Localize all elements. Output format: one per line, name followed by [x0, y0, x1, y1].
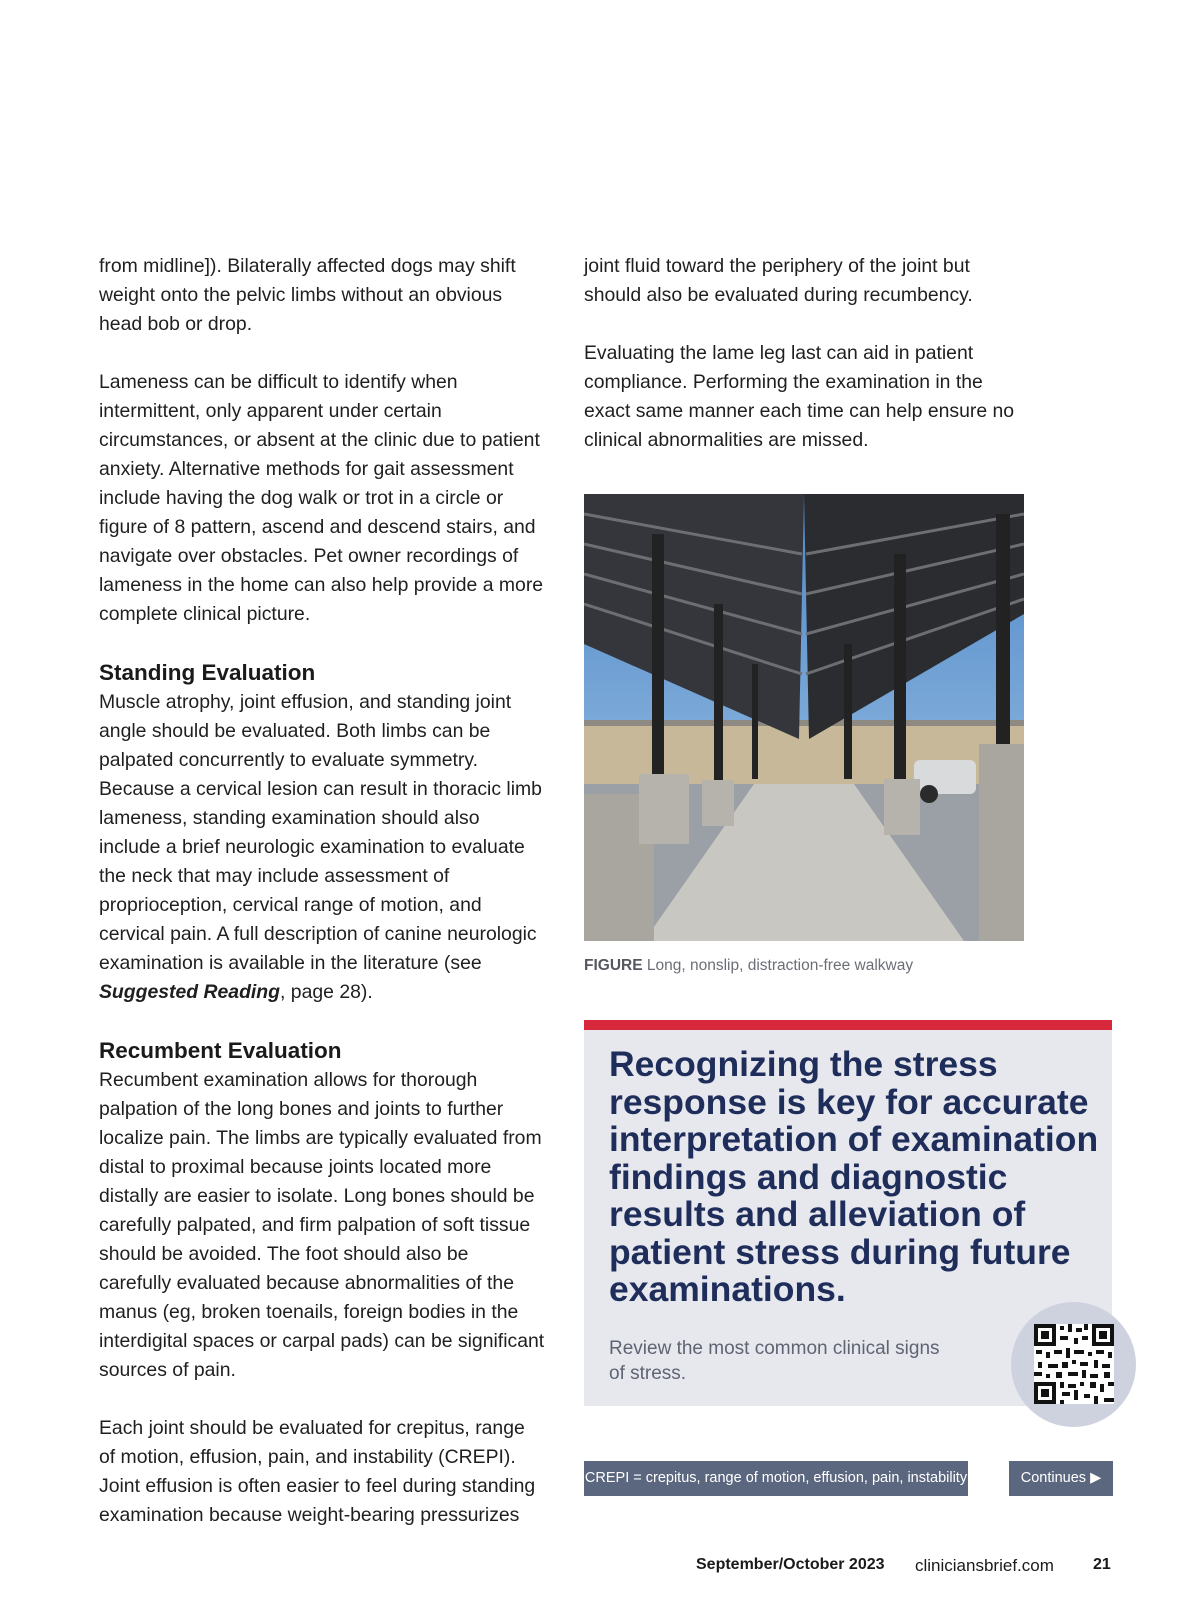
post-right-2	[844, 644, 852, 779]
callout-accent-bar	[584, 1020, 1112, 1030]
figure-label: FIGURE	[584, 957, 643, 974]
post-left-1	[652, 534, 664, 784]
continues-button[interactable]: Continues ▶	[1009, 1461, 1113, 1496]
canopy-left	[584, 494, 804, 739]
paragraph-standing	[99, 688, 545, 1007]
qr-code-icon[interactable]	[1034, 1324, 1114, 1404]
paragraph-crepi: Each joint should be evaluated for crepitus, range of motion, effusion, pain, and instability (CREPI). Joint effusion is often easier to feel during standing examination because weight-bearing pressurizes	[99, 1417, 536, 1526]
footer-page-number: 21	[1093, 1556, 1111, 1573]
standing-text-end: , page 28).	[280, 981, 373, 1003]
paragraph-midline: from midline]). Bilaterally affected dogs may shift weight onto the pelvic limbs without an obvious head bob or drop.	[99, 255, 516, 335]
paragraph-lameness: Lameness can be difficult to identify when intermittent, only apparent under certain circumstances, or absent at the clinic due to patient anxiety. Alternative methods for gait assessment include having the dog walk or trot in a circle or figure of 8 pattern, ascend and descend stairs, and navigate over obstacles. Pet owner recordings of lameness in the home can also help provide a more complete clinical picture.	[99, 371, 544, 625]
paragraph-recumbent: Recumbent examination allows for thorough palpation of the long bones and joints to further localize pain. The limbs are typically evaluated from distal to proximal because joints located more distally are easier to isolate. Long bones should be carefully palpated, and firm palpation of soft tissue should be avoided. The foot should also be carefully evaluated because abnormalities of the manus (eg, broken toenails, foreign bodies in the interdigital spaces or carpal pads) can be significant sources of pain.	[99, 1069, 545, 1381]
canopy-right	[804, 494, 1024, 739]
crepi-definition-button[interactable]: CREPI = crepitus, range of motion, effusion, pain, instability	[584, 1461, 968, 1496]
heading-recumbent-evaluation: Recumbent Evaluation	[99, 1038, 342, 1063]
stress-signs-prompt: Review the most common clinical signs of stress.	[609, 1338, 940, 1384]
post-left-3	[752, 664, 758, 779]
suggested-reading-reference: Suggested Reading	[99, 981, 281, 1003]
left-column	[99, 252, 545, 1530]
stone-base-right	[979, 744, 1024, 941]
standing-text: Muscle atrophy, joint effusion, and standing joint angle should be evaluated. Both limbs can be palpated concurrently to evaluate symmetry. Because a cervical lesion can result in thoracic limb lameness, standing examination should also include a brief neurologic examination to evaluate the neck that may include assessment of proprioception, cervical range of motion, and cervical pain. A full description of canine neurologic examination is available in the literature (see	[99, 691, 542, 974]
paragraph-lame-leg-last: Evaluating the lame leg last can aid in patient compliance. Performing the examination in the exact same manner each time can help ensure no clinical abnormalities are missed.	[584, 342, 1015, 451]
figure-caption-text: Long, nonslip, distraction-free walkway	[642, 957, 914, 974]
footer-website-link[interactable]: cliniciansbrief.com	[915, 1556, 1054, 1575]
right-column	[584, 252, 1114, 455]
walkway-photo	[584, 494, 1024, 941]
post-right-1	[894, 554, 906, 784]
walkway-illustration	[584, 494, 1024, 941]
figure-caption	[584, 957, 913, 975]
heading-standing-evaluation: Standing Evaluation	[99, 660, 316, 685]
pull-quote: Recognizing the stress response is key for accurate interpretation of examination findings and diagnostic results and alleviation of patient stress during future examinations.	[609, 1044, 1099, 1309]
paragraph-joint-fluid: joint fluid toward the periphery of the joint but should also be evaluated during recumbency.	[584, 255, 973, 306]
post-left-2	[714, 604, 723, 784]
footer-issue-date: September/October 2023	[696, 1556, 885, 1573]
